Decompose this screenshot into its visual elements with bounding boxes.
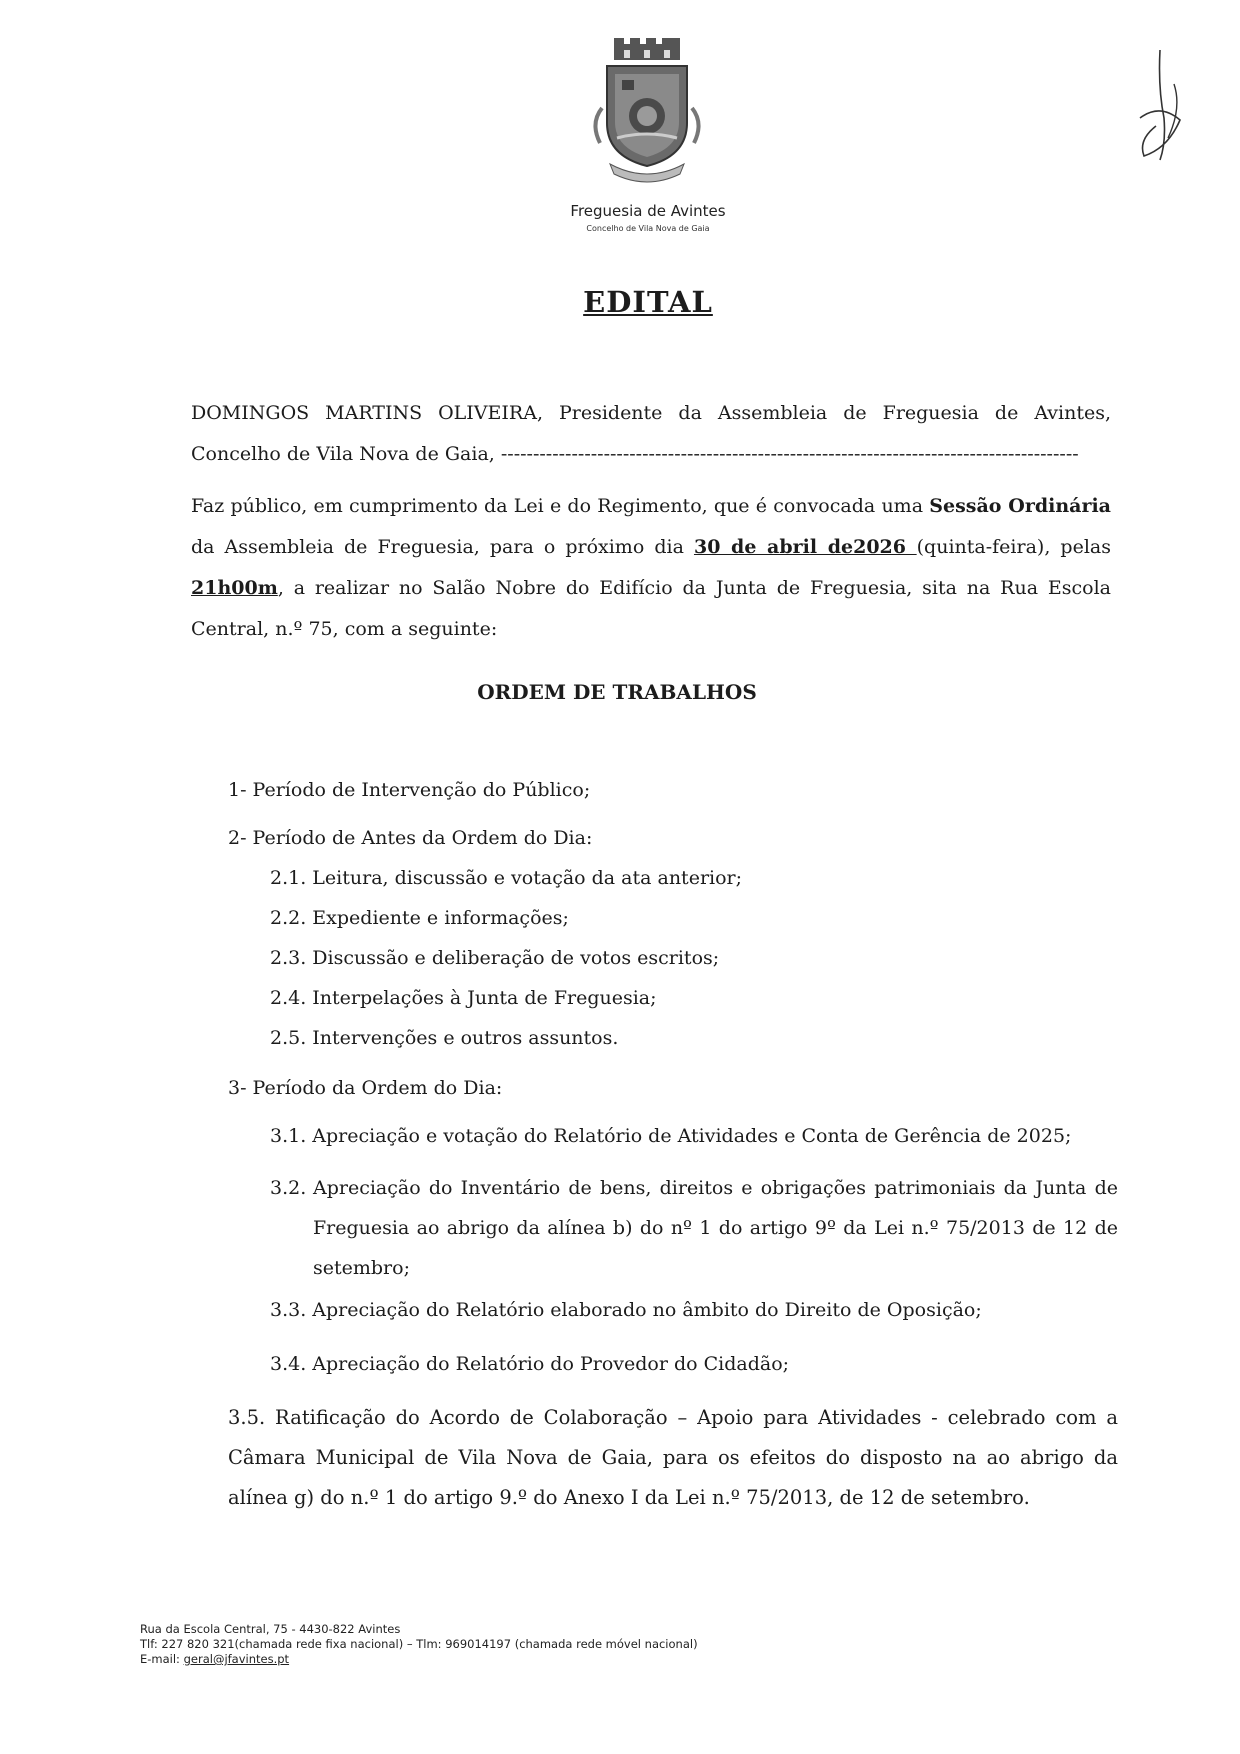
footer-phone: Tlf: 227 820 321(chamada rede fixa nacional) – Tlm: 969014197 (chamada rede móvel nacional)	[140, 1637, 698, 1651]
document-title: EDITAL	[583, 285, 713, 319]
session-time: 21h00m	[191, 577, 278, 599]
agenda-item-2-5: 2.5. Intervenções e outros assuntos.	[270, 1027, 619, 1049]
president-name: DOMINGOS MARTINS OLIVEIRA	[191, 402, 537, 424]
footer-address: Rua da Escola Central, 75 - 4430-822 Avintes	[140, 1622, 401, 1636]
agenda-item-3-3: 3.3. Apreciação do Relatório elaborado no âmbito do Direito de Oposição;	[270, 1299, 982, 1321]
notice-text-3: (quinta-feira), pelas	[916, 536, 1111, 558]
agenda-item-3-2-number: 3.2.	[270, 1177, 307, 1199]
agenda-item-2-4: 2.4. Interpelações à Junta de Freguesia;	[270, 987, 657, 1009]
footer-email-line	[140, 1652, 698, 1667]
agenda-item-2-3: 2.3. Discussão e deliberação de votos escritos;	[270, 947, 720, 969]
footer-email-link[interactable]: geral@jfavintes.pt	[183, 1652, 290, 1666]
agenda-item-3-2-text: Apreciação do Inventário de bens, direitos e obrigações patrimoniais da Junta de Freguesia ao abrigo da alínea b) do nº 1 do artigo 9º da Lei n.º 75/2013 de 12 de setembro;	[313, 1177, 1118, 1279]
dash-filler: ------------------------------------------------------------------------------------------	[500, 443, 1079, 465]
agenda-item-3: 3- Período da Ordem do Dia:	[228, 1077, 503, 1099]
org-subtitle: Concelho de Vila Nova de Gaia	[586, 224, 710, 233]
session-date: 30 de abril de2026	[693, 536, 917, 558]
footer	[140, 1622, 698, 1667]
agenda-item-3-1: 3.1. Apreciação e votação do Relatório de Atividades e Conta de Gerência de 2025;	[270, 1125, 1072, 1147]
agenda-item-1: 1- Período de Intervenção do Público;	[228, 779, 591, 801]
org-name: Freguesia de Avintes	[570, 202, 726, 220]
agenda-item-2-1: 2.1. Leitura, discussão e votação da ata anterior;	[270, 867, 743, 889]
notice-text-4: , a realizar no Salão Nobre do Edifício da Junta de Freguesia, sita na Rua Escola Central, n.º 75, com a seguinte:	[191, 577, 1111, 640]
intro-paragraph	[191, 393, 1111, 475]
coat-of-arms-icon	[572, 38, 722, 188]
agenda-title: ORDEM DE TRABALHOS	[477, 680, 757, 704]
agenda-item-2: 2- Período de Antes da Ordem do Dia:	[228, 827, 593, 849]
intro-text: , Presidente da Assembleia de Freguesia de Avintes, Concelho de Vila Nova de Gaia,	[191, 402, 1111, 465]
agenda-item-2-2: 2.2. Expediente e informações;	[270, 907, 569, 929]
footer-email-label: E-mail:	[140, 1652, 184, 1666]
notice-text-1: Faz público, em cumprimento da Lei e do Regimento, que é convocada uma	[191, 495, 930, 517]
notice-text-2: da Assembleia de Freguesia, para o próximo dia	[191, 536, 694, 558]
session-type: Sessão Ordinária	[929, 495, 1111, 517]
notice-paragraph	[191, 486, 1111, 650]
signature-icon	[1130, 48, 1200, 168]
agenda-item-3-4: 3.4. Apreciação do Relatório do Provedor do Cidadão;	[270, 1353, 790, 1375]
agenda-item-3-5: 3.5. Ratificação do Acordo de Colaboração – Apoio para Atividades - celebrado com a Câmara Municipal de Vila Nova de Gaia, para os efeitos do disposto na ao abrigo da alínea g) do n.º 1 do artigo 9.º do Anexo I da Lei n.º 75/2013, de 12 de setembro.	[228, 1406, 1118, 1509]
